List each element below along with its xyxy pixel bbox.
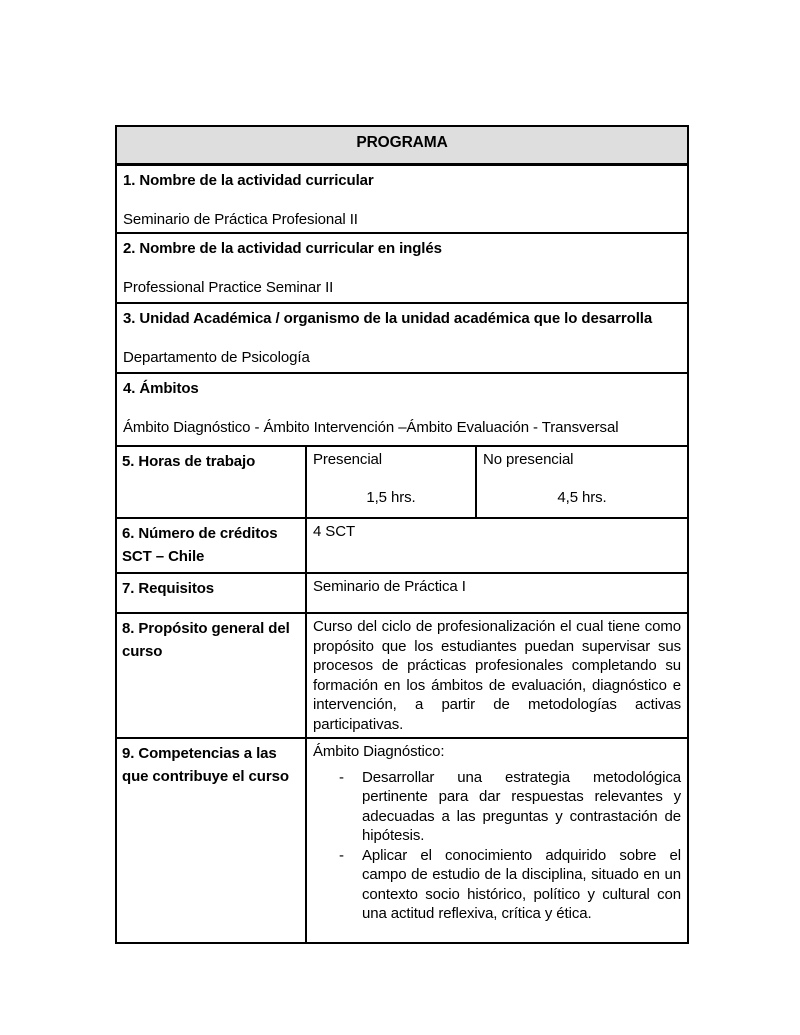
row5-presencial-title: Presencial (313, 451, 383, 468)
row6-label-cell (116, 518, 306, 573)
row8-value-cell (306, 613, 688, 738)
row5-label: 5. Horas de trabajo (122, 453, 256, 470)
table-row (116, 573, 688, 613)
row2-cell (116, 233, 688, 303)
row6-label: 6. Número de créditos SCT – Chile (122, 525, 278, 565)
row9-label-cell (116, 738, 306, 943)
row2-value: Professional Practice Seminar II (123, 279, 334, 296)
row6-value: 4 SCT (313, 523, 356, 540)
row3-cell (116, 303, 688, 373)
row5-presencial-cell (306, 446, 476, 518)
table-row (116, 613, 688, 738)
list-item (339, 768, 681, 846)
table-title: PROGRAMA (116, 126, 688, 164)
row9-value-cell (306, 738, 688, 943)
row1-label: 1. Nombre de la actividad curricular (123, 171, 374, 189)
table-row (116, 164, 688, 233)
bullet-dash: - (339, 768, 344, 786)
row7-value-cell (306, 573, 688, 613)
table-row (116, 738, 688, 943)
list-item (339, 846, 681, 924)
table-header-row (116, 126, 688, 164)
bullet-text: Desarrollar una estrategia metodológica pertinente para dar respuestas relevantes y adecuadas a las preguntas y contrastación de hipótesis. (362, 768, 682, 844)
row9-label: 9. Competencias a las que contribuye el curso (122, 745, 289, 785)
row3-value: Departamento de Psicología (123, 349, 310, 366)
table-row (116, 373, 688, 446)
row5-no-presencial-value: 4,5 hrs. (557, 488, 607, 506)
row4-value: Ámbito Diagnóstico - Ámbito Intervención –Ámbito Evaluación - Transversal (123, 419, 619, 436)
row8-label: 8. Propósito general del curso (122, 620, 290, 660)
row8-label-cell (116, 613, 306, 738)
bullet-dash: - (339, 846, 344, 864)
row1-value: Seminario de Práctica Profesional II (123, 210, 358, 228)
row4-cell (116, 373, 688, 446)
bullet-text: Aplicar el conocimiento adquirido sobre el campo de estudio de la disciplina, situado en un contexto socio histórico, político y cultural con una actitud reflexiva, crítica y ética. (362, 846, 682, 922)
row1-cell (116, 164, 688, 233)
table-row (116, 518, 688, 573)
program-table (115, 125, 689, 944)
row7-value: Seminario de Práctica I (313, 578, 466, 595)
table-row (116, 233, 688, 303)
row5-presencial-value: 1,5 hrs. (366, 488, 416, 506)
row5-no-presencial-title: No presencial (483, 451, 574, 468)
row2-label: 2. Nombre de la actividad curricular en inglés (123, 240, 442, 257)
table-row (116, 446, 688, 518)
row5-label-cell (116, 446, 306, 518)
row4-label: 4. Ámbitos (123, 380, 199, 397)
row3-label: 3. Unidad Académica / organismo de la unidad académica que lo desarrolla (123, 310, 653, 327)
row9-bullet-list (313, 768, 681, 924)
row7-label-cell (116, 573, 306, 613)
row9-subtitle: Ámbito Diagnóstico: (313, 743, 445, 760)
row7-label: 7. Requisitos (122, 580, 215, 597)
row5-no-presencial-cell (476, 446, 688, 518)
table-row (116, 303, 688, 373)
row6-value-cell (306, 518, 688, 573)
row8-value: Curso del ciclo de profesionalización el cual tiene como propósito que los estudiantes puedan supervisar sus procesos de prácticas profesionales completando su formación en los ámbitos de evaluación, diagnóstico e intervención, a partir de metodologías activas participativas. (313, 618, 682, 733)
